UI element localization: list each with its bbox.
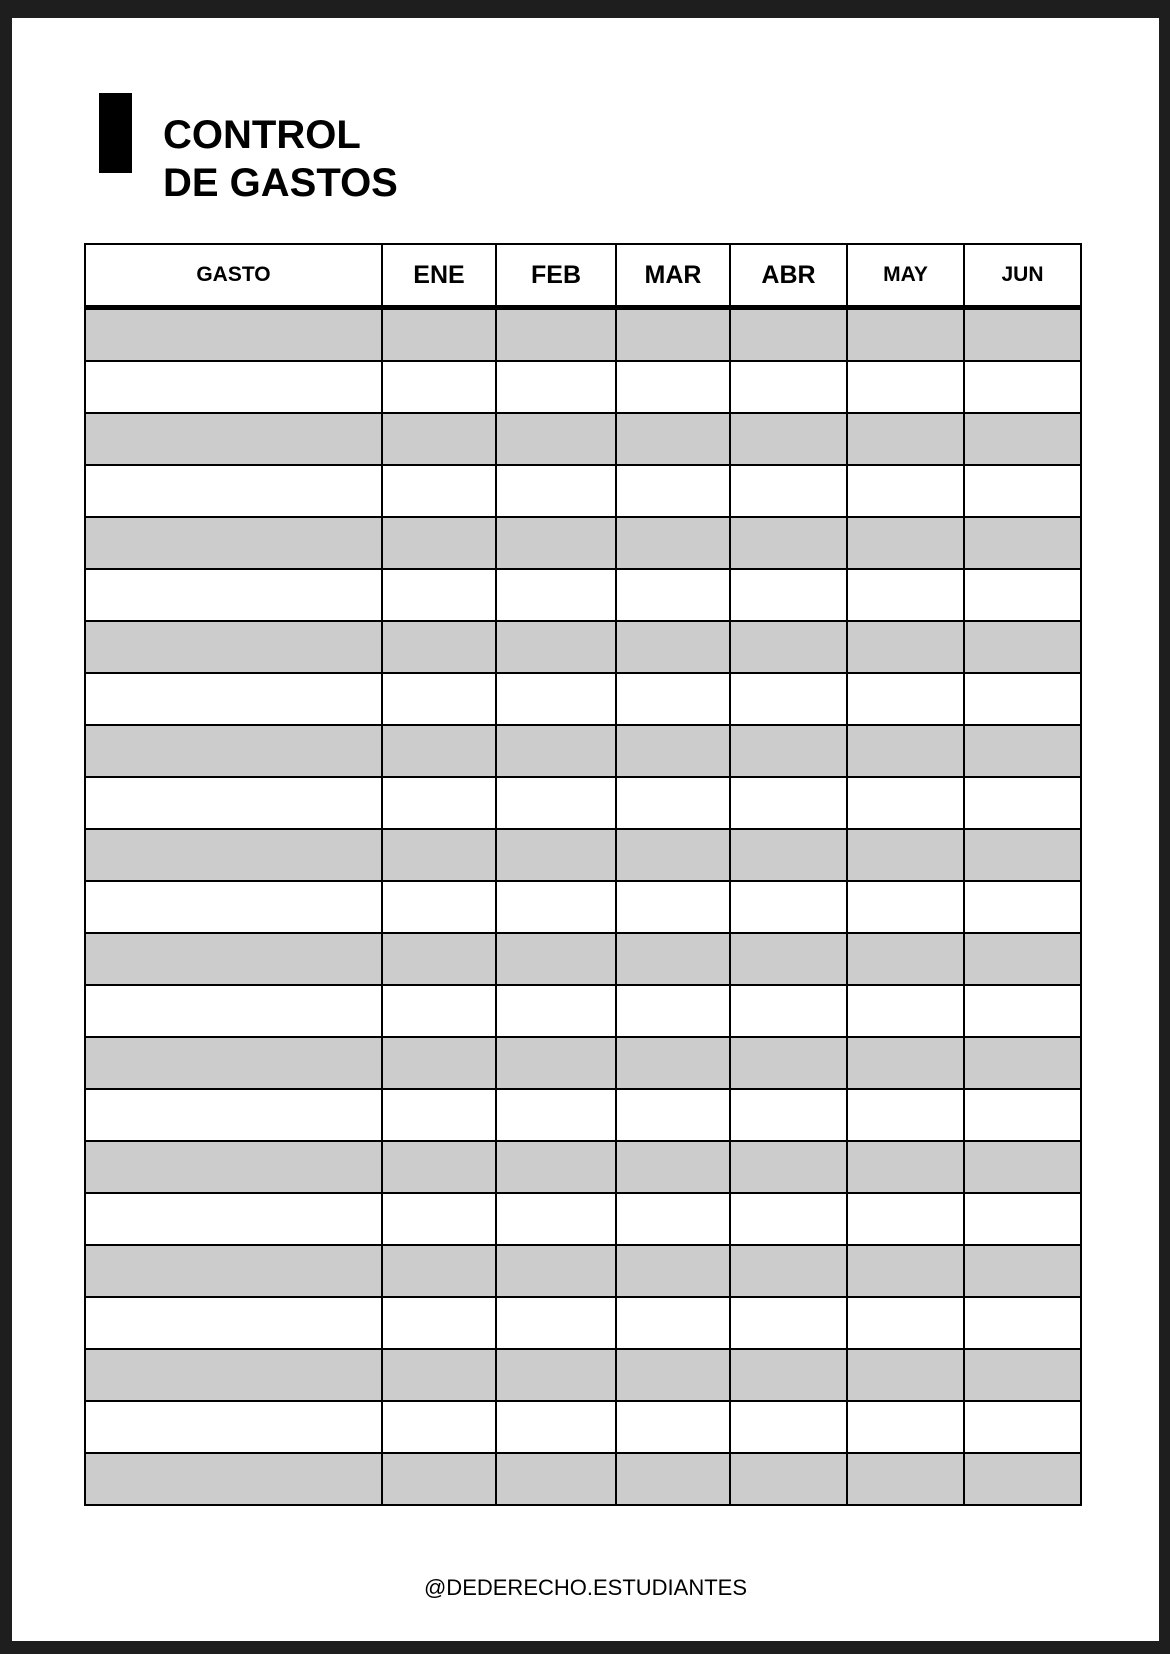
- table-cell: [964, 465, 1081, 517]
- table-cell: [85, 413, 382, 465]
- table-cell: [496, 1089, 616, 1141]
- table-cell: [496, 517, 616, 569]
- table-cell: [85, 1141, 382, 1193]
- table-cell: [496, 465, 616, 517]
- table-cell: [85, 1349, 382, 1401]
- table-cell: [847, 933, 964, 985]
- table-cell: [964, 1245, 1081, 1297]
- table-cell: [616, 308, 730, 362]
- table-cell: [496, 1401, 616, 1453]
- table-cell: [85, 308, 382, 362]
- table-cell: [496, 621, 616, 673]
- table-row: [85, 985, 1081, 1037]
- table-row: [85, 881, 1081, 933]
- document-page: [12, 18, 1159, 1641]
- table-row: [85, 777, 1081, 829]
- table-cell: [847, 985, 964, 1037]
- table-cell: [964, 1401, 1081, 1453]
- table-row: [85, 1089, 1081, 1141]
- table-cell: [616, 569, 730, 621]
- table-cell: [730, 1453, 847, 1505]
- table-cell: [85, 673, 382, 725]
- table-row: [85, 308, 1081, 362]
- table-cell: [382, 308, 496, 362]
- table-cell: [847, 1349, 964, 1401]
- footer-handle: @DEDERECHO.ESTUDIANTES: [423, 1575, 748, 1600]
- table-cell: [85, 1089, 382, 1141]
- table-cell: [964, 673, 1081, 725]
- table-cell: [847, 1193, 964, 1245]
- table-cell: [85, 1193, 382, 1245]
- table-cell: [730, 465, 847, 517]
- table-row: [85, 413, 1081, 465]
- table-row: [85, 569, 1081, 621]
- table-cell: [964, 725, 1081, 777]
- table-cell: [847, 361, 964, 413]
- table-cell: [964, 985, 1081, 1037]
- table-row: [85, 361, 1081, 413]
- table-cell: [85, 1037, 382, 1089]
- page-title: [163, 111, 398, 207]
- table-cell: [616, 725, 730, 777]
- table-cell: [85, 517, 382, 569]
- table-cell: [85, 777, 382, 829]
- table-cell: [964, 621, 1081, 673]
- table-cell: [382, 517, 496, 569]
- table-cell: [85, 829, 382, 881]
- table-cell: [616, 673, 730, 725]
- table-cell: [964, 1141, 1081, 1193]
- table-cell: [730, 1037, 847, 1089]
- table-cell: [382, 829, 496, 881]
- table-cell: [964, 1037, 1081, 1089]
- table-cell: [847, 829, 964, 881]
- table-cell: [616, 985, 730, 1037]
- column-header-feb: FEB: [496, 244, 616, 308]
- table-cell: [616, 777, 730, 829]
- title-line-1: CONTROL: [163, 113, 361, 157]
- table-cell: [85, 881, 382, 933]
- column-header-abr: ABR: [730, 244, 847, 308]
- table-cell: [616, 621, 730, 673]
- table-cell: [616, 1245, 730, 1297]
- table-cell: [730, 777, 847, 829]
- column-header-ene: ENE: [382, 244, 496, 308]
- table-cell: [847, 1037, 964, 1089]
- table-cell: [496, 308, 616, 362]
- table-cell: [496, 1141, 616, 1193]
- table-cell: [85, 1401, 382, 1453]
- table-cell: [616, 881, 730, 933]
- table-cell: [730, 361, 847, 413]
- table-cell: [730, 1245, 847, 1297]
- table-cell: [496, 881, 616, 933]
- table-cell: [964, 569, 1081, 621]
- table-row: [85, 1453, 1081, 1505]
- table-cell: [847, 1401, 964, 1453]
- table-cell: [964, 1453, 1081, 1505]
- table-cell: [85, 933, 382, 985]
- table-cell: [847, 413, 964, 465]
- table-body: [85, 308, 1081, 1506]
- table-cell: [382, 1453, 496, 1505]
- table-row: [85, 465, 1081, 517]
- table-cell: [847, 621, 964, 673]
- column-header-may: MAY: [847, 244, 964, 308]
- table-cell: [730, 673, 847, 725]
- table-cell: [496, 777, 616, 829]
- table-cell: [616, 1349, 730, 1401]
- table-cell: [847, 1297, 964, 1349]
- table-cell: [382, 673, 496, 725]
- table-cell: [382, 1297, 496, 1349]
- table-cell: [847, 725, 964, 777]
- table-cell: [964, 308, 1081, 362]
- table-cell: [85, 985, 382, 1037]
- table-cell: [616, 1037, 730, 1089]
- table-cell: [382, 1245, 496, 1297]
- table-cell: [85, 725, 382, 777]
- table-cell: [616, 1141, 730, 1193]
- table-cell: [730, 413, 847, 465]
- table-row: [85, 1401, 1081, 1453]
- table-cell: [964, 1297, 1081, 1349]
- table-cell: [616, 413, 730, 465]
- table-cell: [496, 361, 616, 413]
- table-cell: [847, 1141, 964, 1193]
- table-cell: [730, 1141, 847, 1193]
- table-cell: [616, 517, 730, 569]
- table-row: [85, 621, 1081, 673]
- table-cell: [730, 725, 847, 777]
- table-cell: [964, 413, 1081, 465]
- table-cell: [730, 1297, 847, 1349]
- table-cell: [382, 725, 496, 777]
- table-cell: [496, 985, 616, 1037]
- table-row: [85, 1349, 1081, 1401]
- table-cell: [496, 673, 616, 725]
- table-cell: [382, 985, 496, 1037]
- table-cell: [730, 985, 847, 1037]
- table-cell: [496, 1297, 616, 1349]
- table-cell: [382, 1193, 496, 1245]
- table-cell: [616, 361, 730, 413]
- table-row: [85, 673, 1081, 725]
- table-cell: [964, 881, 1081, 933]
- table-cell: [847, 308, 964, 362]
- table-cell: [382, 933, 496, 985]
- table-cell: [85, 1453, 382, 1505]
- title-line-2: DE GASTOS: [163, 161, 398, 205]
- table-cell: [730, 881, 847, 933]
- table-cell: [85, 465, 382, 517]
- table-cell: [730, 1089, 847, 1141]
- table-row: [85, 1141, 1081, 1193]
- table-row: [85, 517, 1081, 569]
- table-cell: [85, 621, 382, 673]
- table-cell: [730, 829, 847, 881]
- table-row: [85, 1297, 1081, 1349]
- table-cell: [964, 361, 1081, 413]
- table-row: [85, 1037, 1081, 1089]
- table-cell: [496, 569, 616, 621]
- table-cell: [382, 1037, 496, 1089]
- table-cell: [496, 1245, 616, 1297]
- table-cell: [496, 1349, 616, 1401]
- expense-table: [84, 243, 1082, 1506]
- table-cell: [382, 1401, 496, 1453]
- table-cell: [847, 777, 964, 829]
- column-header-mar: MAR: [616, 244, 730, 308]
- table-cell: [847, 1089, 964, 1141]
- table-cell: [616, 465, 730, 517]
- table-cell: [847, 673, 964, 725]
- table-cell: [847, 569, 964, 621]
- table-cell: [85, 569, 382, 621]
- table-cell: [496, 413, 616, 465]
- column-header-gasto: GASTO: [85, 244, 382, 308]
- table-cell: [616, 1453, 730, 1505]
- table-cell: [382, 1141, 496, 1193]
- table-cell: [964, 517, 1081, 569]
- table-cell: [847, 517, 964, 569]
- table-cell: [496, 829, 616, 881]
- table-row: [85, 829, 1081, 881]
- table-cell: [496, 933, 616, 985]
- table-cell: [382, 621, 496, 673]
- table-cell: [730, 569, 847, 621]
- table-row: [85, 1193, 1081, 1245]
- table-cell: [730, 308, 847, 362]
- table-cell: [382, 465, 496, 517]
- table-cell: [730, 1349, 847, 1401]
- table-cell: [382, 777, 496, 829]
- table-cell: [85, 1297, 382, 1349]
- table-cell: [730, 517, 847, 569]
- table-cell: [382, 1089, 496, 1141]
- table-cell: [382, 413, 496, 465]
- table-cell: [964, 933, 1081, 985]
- table-cell: [847, 465, 964, 517]
- table-cell: [616, 1297, 730, 1349]
- table-cell: [847, 1453, 964, 1505]
- table-cell: [964, 829, 1081, 881]
- table-cell: [964, 1089, 1081, 1141]
- title-accent-bar: [99, 93, 132, 173]
- table-header-row: [85, 244, 1081, 308]
- table-cell: [382, 1349, 496, 1401]
- table-cell: [382, 569, 496, 621]
- table-cell: [847, 1245, 964, 1297]
- table-cell: [616, 829, 730, 881]
- table-cell: [964, 1349, 1081, 1401]
- table-cell: [964, 1193, 1081, 1245]
- table-cell: [847, 881, 964, 933]
- column-header-jun: JUN: [964, 244, 1081, 308]
- table-cell: [616, 1193, 730, 1245]
- table-cell: [730, 621, 847, 673]
- table-cell: [616, 1089, 730, 1141]
- table-cell: [964, 777, 1081, 829]
- table-cell: [616, 933, 730, 985]
- table-row: [85, 933, 1081, 985]
- table-cell: [730, 1401, 847, 1453]
- table-cell: [382, 881, 496, 933]
- table-cell: [496, 1453, 616, 1505]
- table-cell: [496, 725, 616, 777]
- table-cell: [496, 1193, 616, 1245]
- table-cell: [730, 1193, 847, 1245]
- table-row: [85, 1245, 1081, 1297]
- table-cell: [382, 361, 496, 413]
- table-row: [85, 725, 1081, 777]
- table-cell: [616, 1401, 730, 1453]
- table-cell: [730, 933, 847, 985]
- table-cell: [85, 361, 382, 413]
- table-cell: [496, 1037, 616, 1089]
- table-cell: [85, 1245, 382, 1297]
